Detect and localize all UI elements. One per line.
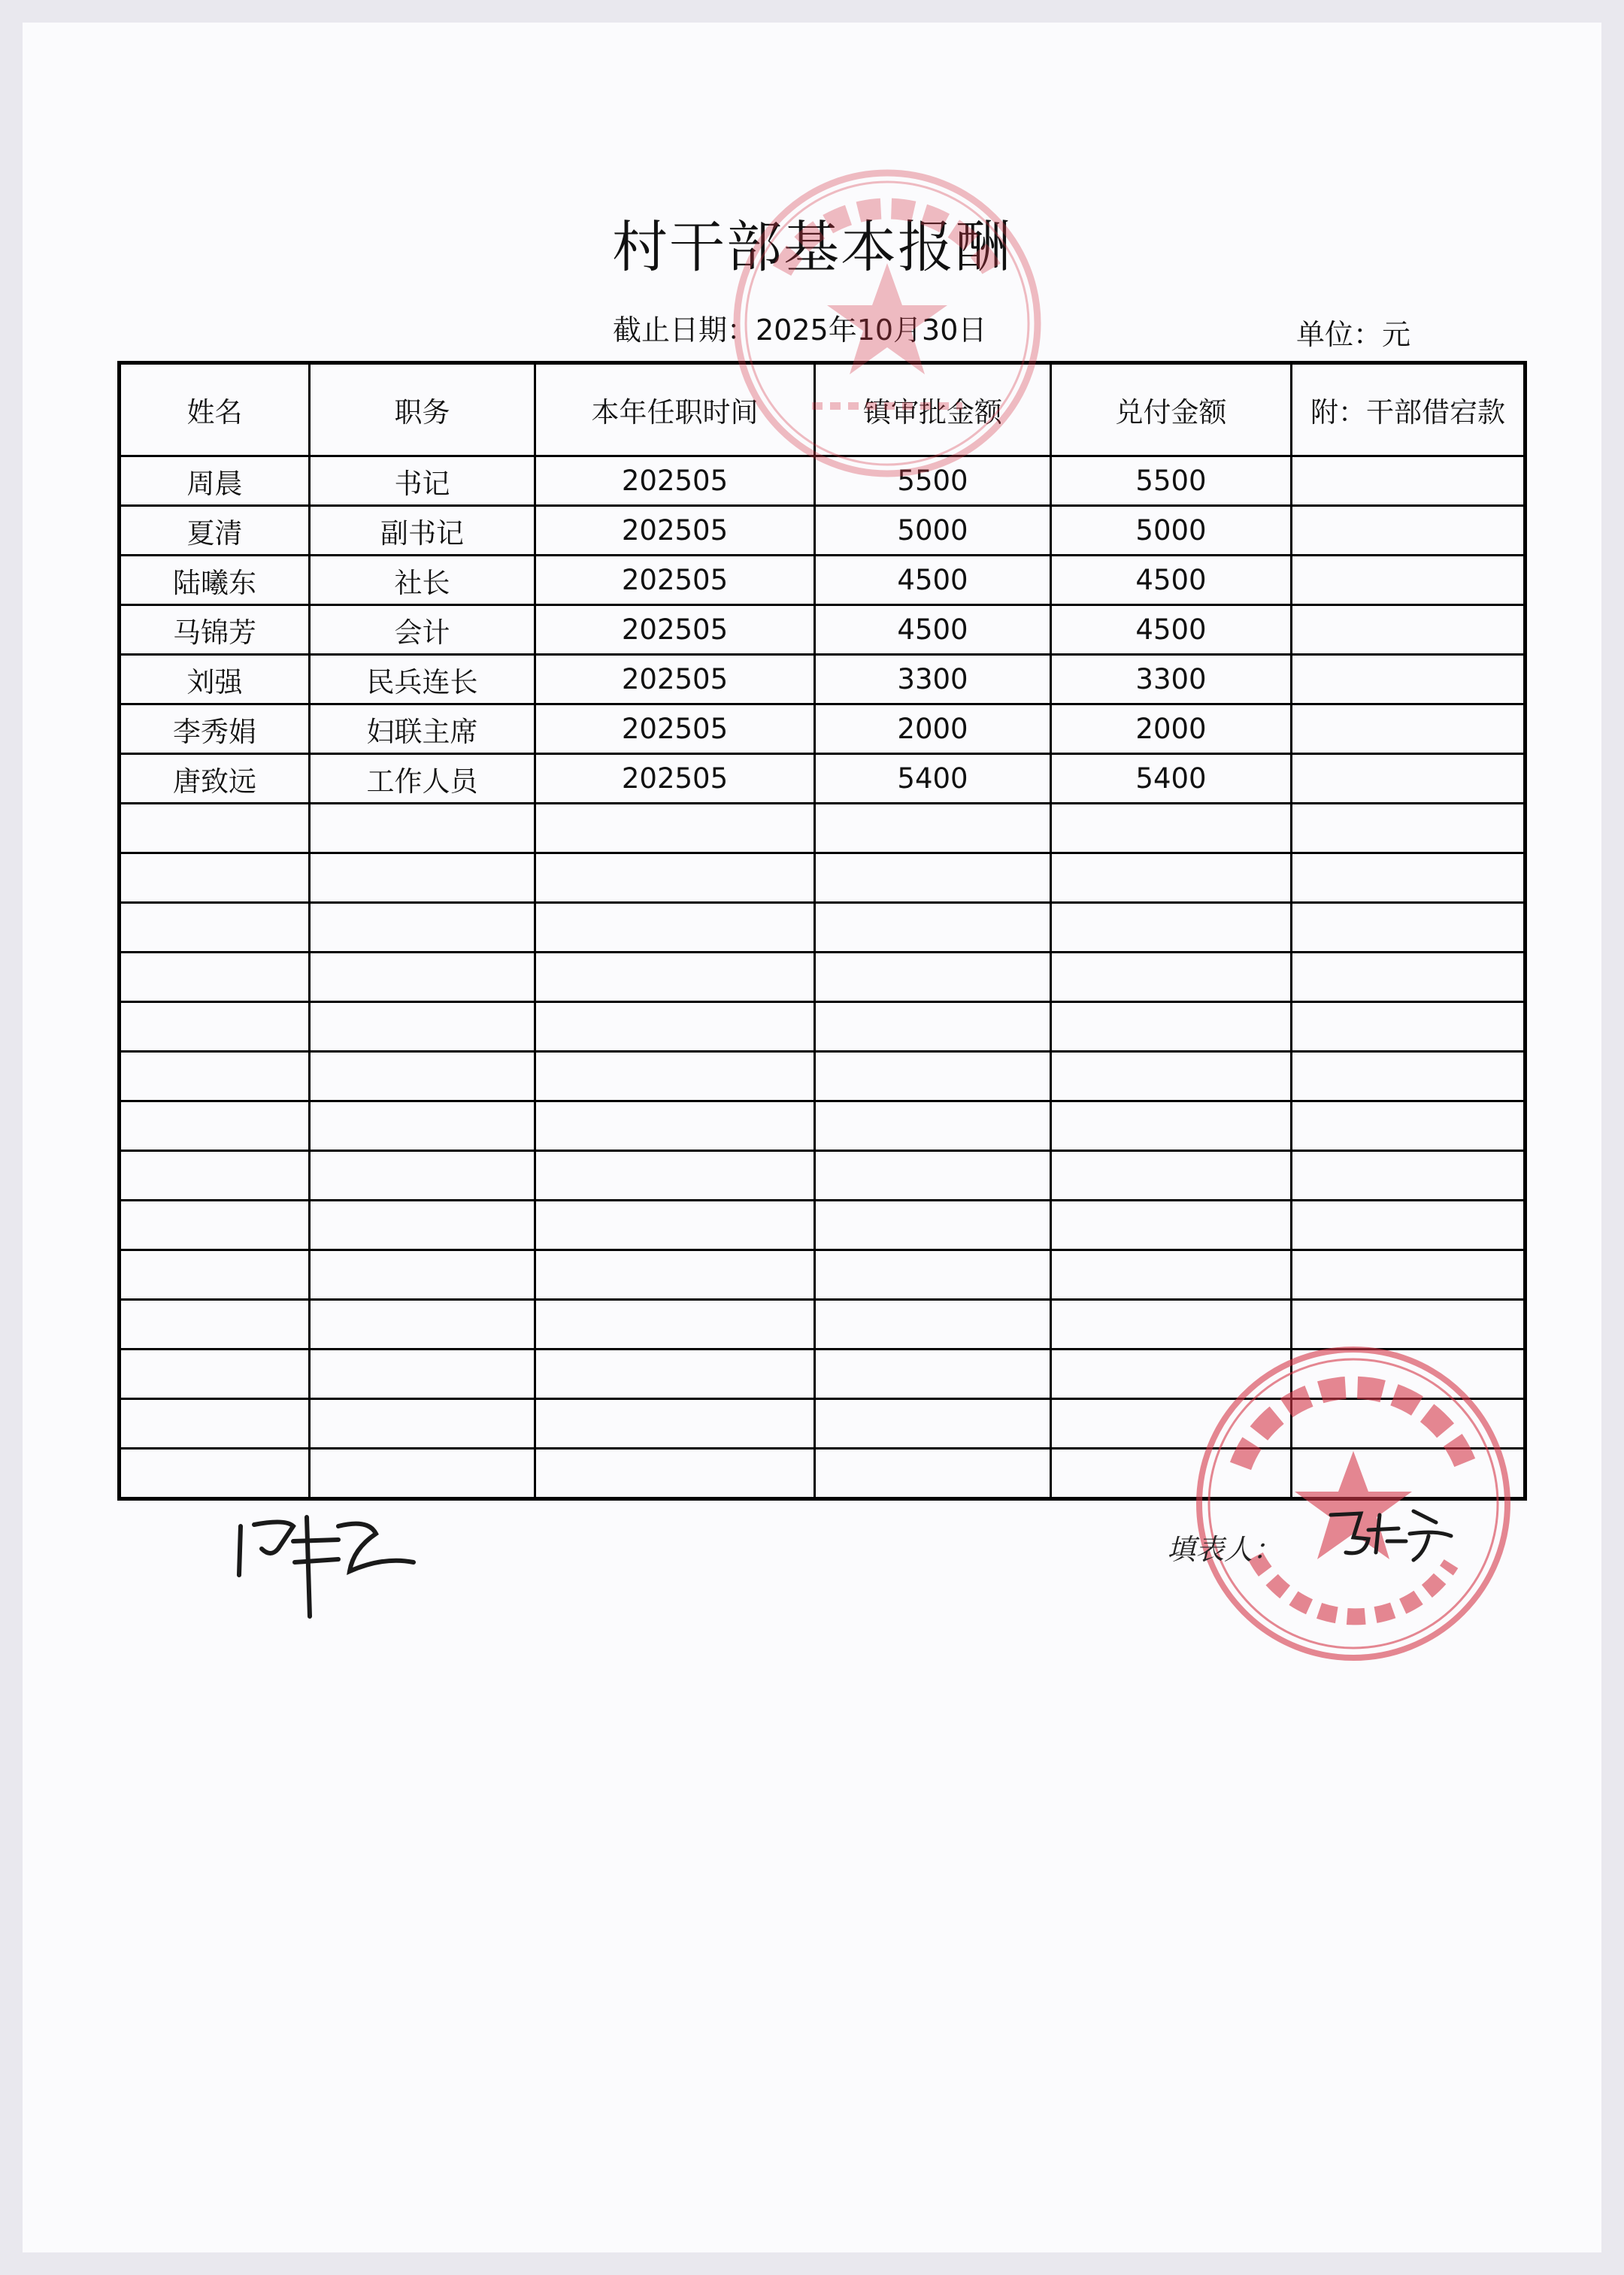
table-row bbox=[120, 1350, 1526, 1399]
cell-loans bbox=[1292, 1151, 1526, 1201]
cell-term bbox=[535, 1350, 815, 1399]
cell-name bbox=[120, 1449, 310, 1499]
cell-term: 202505 bbox=[535, 556, 815, 605]
cell-paid-amount bbox=[1051, 953, 1292, 1002]
cell-paid-amount bbox=[1051, 1250, 1292, 1300]
cell-name bbox=[120, 1201, 310, 1250]
cell-position: 妇联主席 bbox=[310, 704, 535, 754]
cell-approved-amount: 3300 bbox=[815, 655, 1051, 704]
table-row bbox=[120, 853, 1526, 903]
cell-name bbox=[120, 1101, 310, 1151]
cell-term bbox=[535, 903, 815, 953]
cell-loans bbox=[1292, 655, 1526, 704]
cell-position bbox=[310, 1300, 535, 1350]
signature-right bbox=[1323, 1500, 1459, 1568]
cell-position bbox=[310, 804, 535, 853]
cell-loans bbox=[1292, 605, 1526, 655]
currency-unit: 单位：元 bbox=[1296, 318, 1411, 351]
cell-position: 民兵连长 bbox=[310, 655, 535, 704]
cell-approved-amount bbox=[815, 804, 1051, 853]
table-row bbox=[120, 754, 1526, 804]
header-paid-amount: 兑付金额 bbox=[1051, 363, 1292, 456]
document-title: 村干部基本报酬 bbox=[612, 215, 1012, 280]
cell-position bbox=[310, 1449, 535, 1499]
signer-label: 填表人： bbox=[1167, 1533, 1282, 1566]
cell-loans bbox=[1292, 506, 1526, 556]
cell-term bbox=[535, 1101, 815, 1151]
cell-position: 副书记 bbox=[310, 506, 535, 556]
cell-loans bbox=[1292, 1300, 1526, 1350]
cell-approved-amount bbox=[815, 1151, 1051, 1201]
cell-position bbox=[310, 1250, 535, 1300]
table-row bbox=[120, 1052, 1526, 1101]
cell-term bbox=[535, 1300, 815, 1350]
table-row bbox=[120, 1449, 1526, 1499]
cell-name: 唐致远 bbox=[120, 754, 310, 804]
table-row bbox=[120, 655, 1526, 704]
cell-approved-amount bbox=[815, 1449, 1051, 1499]
cell-paid-amount bbox=[1051, 1449, 1292, 1499]
cell-approved-amount bbox=[815, 1300, 1051, 1350]
cell-name: 马锦芳 bbox=[120, 605, 310, 655]
cell-position: 社长 bbox=[310, 556, 535, 605]
cell-name bbox=[120, 1250, 310, 1300]
cell-approved-amount: 4500 bbox=[815, 556, 1051, 605]
cell-approved-amount: 2000 bbox=[815, 704, 1051, 754]
cell-name bbox=[120, 1300, 310, 1350]
cell-paid-amount bbox=[1051, 1002, 1292, 1052]
cell-loans bbox=[1292, 1201, 1526, 1250]
cell-loans bbox=[1292, 1002, 1526, 1052]
cell-paid-amount bbox=[1051, 1101, 1292, 1151]
cell-position bbox=[310, 1350, 535, 1399]
table-row bbox=[120, 1101, 1526, 1151]
cell-term: 202505 bbox=[535, 456, 815, 506]
cell-position bbox=[310, 853, 535, 903]
remuneration-table bbox=[117, 361, 1527, 1501]
cutoff-date: 截止日期：2025年10月30日 bbox=[613, 314, 987, 347]
cell-term: 202505 bbox=[535, 655, 815, 704]
cell-loans bbox=[1292, 704, 1526, 754]
table-row bbox=[120, 704, 1526, 754]
header-position: 职务 bbox=[310, 363, 535, 456]
cell-loans bbox=[1292, 1101, 1526, 1151]
cell-term: 202505 bbox=[535, 704, 815, 754]
cell-name: 周晨 bbox=[120, 456, 310, 506]
cell-approved-amount bbox=[815, 1052, 1051, 1101]
cell-approved-amount bbox=[815, 1250, 1051, 1300]
cell-paid-amount: 2000 bbox=[1051, 704, 1292, 754]
cell-paid-amount bbox=[1051, 1151, 1292, 1201]
cell-approved-amount bbox=[815, 1201, 1051, 1250]
cell-name bbox=[120, 1399, 310, 1449]
cell-position: 书记 bbox=[310, 456, 535, 506]
cell-paid-amount: 4500 bbox=[1051, 605, 1292, 655]
cell-name bbox=[120, 903, 310, 953]
cell-loans bbox=[1292, 1449, 1526, 1499]
cell-loans bbox=[1292, 456, 1526, 506]
cell-paid-amount bbox=[1051, 1201, 1292, 1250]
cell-loans bbox=[1292, 1350, 1526, 1399]
cell-name bbox=[120, 953, 310, 1002]
cell-paid-amount: 5500 bbox=[1051, 456, 1292, 506]
cell-term bbox=[535, 1201, 815, 1250]
cell-term bbox=[535, 1449, 815, 1499]
cell-name bbox=[120, 1350, 310, 1399]
cell-approved-amount: 5500 bbox=[815, 456, 1051, 506]
cell-approved-amount bbox=[815, 853, 1051, 903]
header-name: 姓名 bbox=[120, 363, 310, 456]
cell-term bbox=[535, 1002, 815, 1052]
cell-term: 202505 bbox=[535, 605, 815, 655]
cell-name: 刘强 bbox=[120, 655, 310, 704]
cell-approved-amount bbox=[815, 1350, 1051, 1399]
cell-name bbox=[120, 1052, 310, 1101]
cell-term bbox=[535, 853, 815, 903]
cell-loans bbox=[1292, 1399, 1526, 1449]
cell-paid-amount: 5000 bbox=[1051, 506, 1292, 556]
cell-loans bbox=[1292, 556, 1526, 605]
cell-term bbox=[535, 1250, 815, 1300]
cell-approved-amount bbox=[815, 1002, 1051, 1052]
cell-loans bbox=[1292, 1052, 1526, 1101]
cell-name: 李秀娟 bbox=[120, 704, 310, 754]
cell-loans bbox=[1292, 903, 1526, 953]
cell-position bbox=[310, 903, 535, 953]
cell-term bbox=[535, 1052, 815, 1101]
cell-position bbox=[310, 1201, 535, 1250]
table-row bbox=[120, 903, 1526, 953]
cell-paid-amount bbox=[1051, 1350, 1292, 1399]
table-row bbox=[120, 506, 1526, 556]
cell-approved-amount bbox=[815, 903, 1051, 953]
cell-term: 202505 bbox=[535, 754, 815, 804]
cell-loans bbox=[1292, 1250, 1526, 1300]
table-row bbox=[120, 605, 1526, 655]
cell-loans bbox=[1292, 754, 1526, 804]
cell-paid-amount bbox=[1051, 853, 1292, 903]
cell-term bbox=[535, 804, 815, 853]
cell-term bbox=[535, 1151, 815, 1201]
table-row bbox=[120, 804, 1526, 853]
table-row bbox=[120, 1002, 1526, 1052]
table-body bbox=[120, 456, 1526, 1499]
cell-approved-amount: 5000 bbox=[815, 506, 1051, 556]
cell-name bbox=[120, 1002, 310, 1052]
cell-name: 陆曦东 bbox=[120, 556, 310, 605]
cell-position bbox=[310, 1399, 535, 1449]
cell-position: 工作人员 bbox=[310, 754, 535, 804]
table-row bbox=[120, 456, 1526, 506]
cell-name bbox=[120, 804, 310, 853]
cell-position bbox=[310, 1101, 535, 1151]
cell-paid-amount bbox=[1051, 903, 1292, 953]
cell-name bbox=[120, 853, 310, 903]
cell-position bbox=[310, 1052, 535, 1101]
cell-loans bbox=[1292, 953, 1526, 1002]
header-term: 本年任职时间 bbox=[535, 363, 815, 456]
cell-paid-amount bbox=[1051, 1052, 1292, 1101]
cell-position: 会计 bbox=[310, 605, 535, 655]
cell-approved-amount bbox=[815, 953, 1051, 1002]
cell-paid-amount bbox=[1051, 1399, 1292, 1449]
table-row bbox=[120, 1250, 1526, 1300]
cell-loans bbox=[1292, 804, 1526, 853]
cell-loans bbox=[1292, 853, 1526, 903]
cell-approved-amount: 5400 bbox=[815, 754, 1051, 804]
cell-paid-amount bbox=[1051, 1300, 1292, 1350]
cell-position bbox=[310, 1002, 535, 1052]
table-row bbox=[120, 1300, 1526, 1350]
cell-approved-amount bbox=[815, 1101, 1051, 1151]
cell-name: 夏清 bbox=[120, 506, 310, 556]
cell-term bbox=[535, 1399, 815, 1449]
table-row bbox=[120, 1151, 1526, 1201]
table-row bbox=[120, 953, 1526, 1002]
cell-approved-amount: 4500 bbox=[815, 605, 1051, 655]
header-loans: 附：干部借宕款 bbox=[1292, 363, 1526, 456]
cell-term bbox=[535, 953, 815, 1002]
cell-paid-amount: 4500 bbox=[1051, 556, 1292, 605]
cell-position bbox=[310, 953, 535, 1002]
header-approved-amount: 镇审批金额 bbox=[815, 363, 1051, 456]
signature-left bbox=[226, 1504, 421, 1624]
table-header-row bbox=[120, 363, 1526, 456]
cell-term: 202505 bbox=[535, 506, 815, 556]
table-row bbox=[120, 1399, 1526, 1449]
table-row bbox=[120, 556, 1526, 605]
cell-approved-amount bbox=[815, 1399, 1051, 1449]
cell-paid-amount: 5400 bbox=[1051, 754, 1292, 804]
cell-paid-amount: 3300 bbox=[1051, 655, 1292, 704]
cell-position bbox=[310, 1151, 535, 1201]
table-row bbox=[120, 1201, 1526, 1250]
cell-name bbox=[120, 1151, 310, 1201]
cell-paid-amount bbox=[1051, 804, 1292, 853]
